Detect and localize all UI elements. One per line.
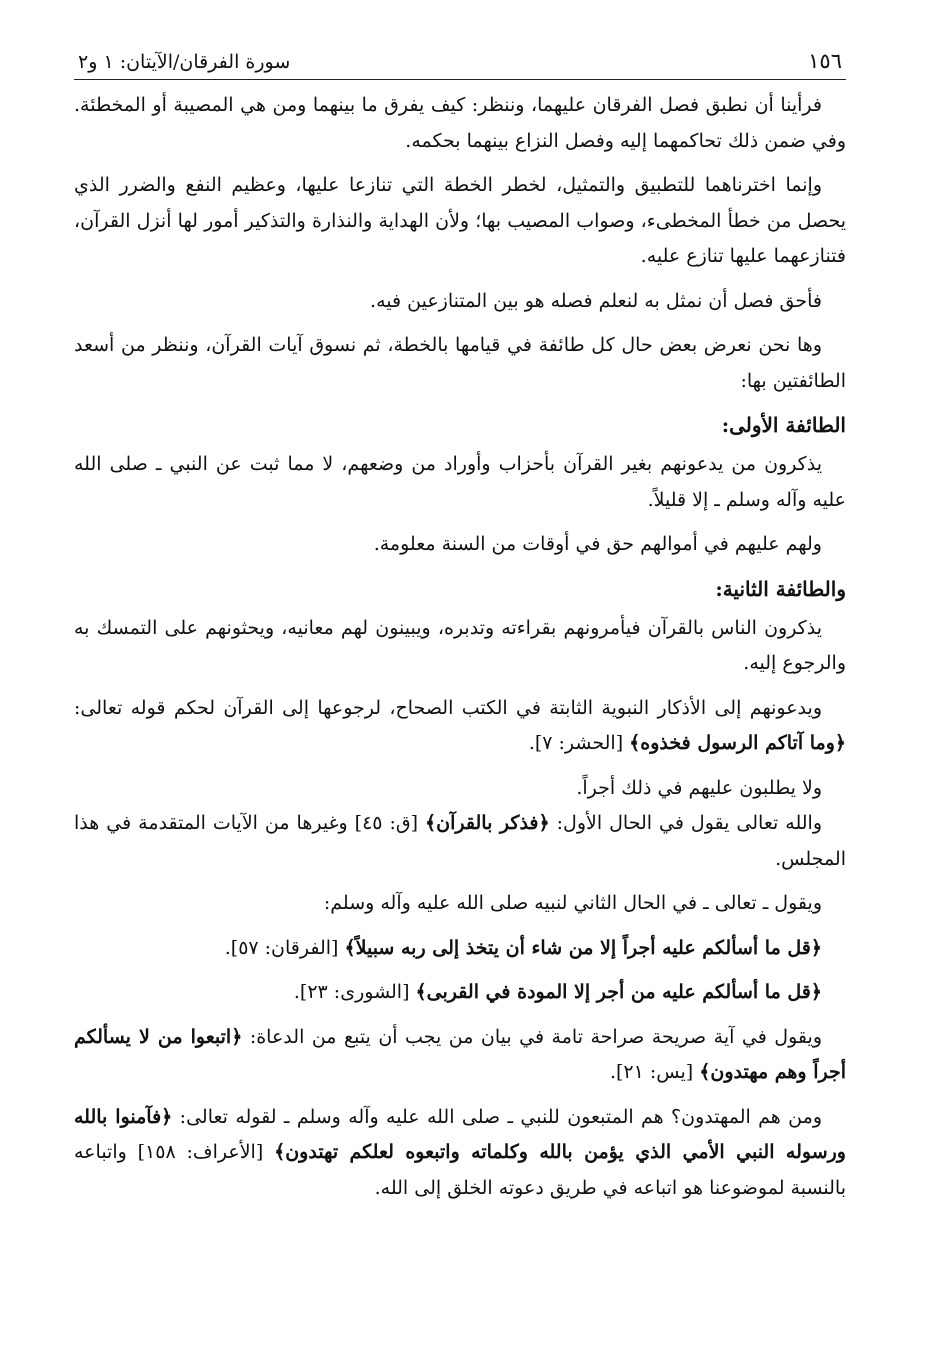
paragraph-text: ويقول في آية صريحة صراحة تامة في بيان من يجب أن يتبع من الدعاة: [242, 1025, 822, 1048]
paragraph-text: والله تعالى يقول في الحال الأول: [549, 812, 822, 834]
verse-reference: [يس: ٢١]. [609, 1061, 700, 1083]
verse-reference: [الشورى: ٢٣]. [293, 981, 416, 1003]
paragraph-text: [الأعراف: ١٥٨] واتباعه بالنسبة لموضوعنا هو اتباعه في طريق دعوته الخلق إلى الله. [74, 1141, 846, 1199]
verse-reference: [الحشر: ٧]. [528, 732, 630, 754]
page-body [74, 88, 846, 1206]
verse-reference: [الفرقان: ٥٧]. [224, 936, 345, 959]
section-heading-second-group: والطائفة الثانية: [715, 576, 846, 601]
paragraph-with-verse [74, 1100, 846, 1207]
paragraph: وها نحن نعرض بعض حال كل طائفة في قيامها بالخطة، ثم نسوق آيات القرآن، وننظر من أسعد الطائفتين بها: [74, 334, 846, 392]
paragraph-text: ومن هم المهتدون؟ هم المتبعون للنبي ـ صلى الله عليه وآله وسلم ـ لقوله تعالى: [172, 1105, 823, 1128]
paragraph: يذكرون من يدعونهم بغير القرآن بأحزاب وأوراد من وضعهم، لا مما ثبت عن النبي ـ صلى الله عليه وآله وسلم ـ إلا قليلاً. [74, 453, 846, 511]
quran-verse: ﴿قل ما أسألكم عليه من أجر إلا المودة في القربى﴾ [415, 981, 822, 1003]
running-title: سورة الفرقان/الآيتان: ١ و٢ [78, 51, 291, 73]
quoted-verse [74, 931, 846, 967]
paragraph-with-verse [74, 1020, 846, 1091]
section-heading-first-group: الطائفة الأولى: [721, 413, 846, 437]
book-page [74, 40, 846, 1340]
page-number: ١٥٦ [808, 49, 842, 73]
paragraph: ولهم عليهم في أموالهم حق في أوقات من السنة معلومة. [373, 533, 822, 555]
paragraph: فأحق فصل أن نمثل به لنعلم فصله هو بين المتنازعين فيه. [370, 289, 822, 312]
quran-verse: ﴿قل ما أسألكم عليه أجراً إلا من شاء أن يتخذ إلى ربه سبيلاً﴾ [344, 936, 822, 959]
paragraph: فرأينا أن نطبق فصل الفرقان عليهما، وننظر: كيف يفرق ما بينهما ومن هي المصيبة أو المخطئة. وفي ضمن ذلك تحاكمهما إليه وفصل النزاع بينهما بحكمه. [74, 94, 846, 152]
paragraph: يذكرون الناس بالقرآن فيأمرونهم بقراءته وتدبره، ويبينون لهم معانيه، ويحثونهم على التمسك به والرجوع إليه. [74, 616, 846, 674]
quoted-verse [74, 975, 846, 1011]
quran-verse: ﴿اتبعوا من لا يسألكم أجراً وهم مهتدون﴾ [74, 1025, 846, 1083]
paragraph: وإنما اخترناهما للتطبيق والتمثيل، لخطر الخطة التي تنازعا عليها، وعظيم النفع والضرر الذي يحصل من خطأ المخطىء، وصواب المصيب بها؛ ولأن الهداية والنذارة والتذكير أمور لها أنزل القرآن، فتنازعهما عليها تنازع عليه. [74, 174, 846, 267]
paragraph-with-verse [74, 691, 846, 762]
quran-verse: ﴿فذكر بالقرآن﴾ [425, 812, 550, 834]
paragraph: ولا يطلبون عليهم في ذلك أجراً. [576, 776, 822, 799]
quran-verse: ﴿وما آتاكم الرسول فخذوه﴾ [629, 732, 846, 754]
page-header [74, 40, 846, 80]
paragraph-with-verse [74, 806, 846, 877]
paragraph: ويقول ـ تعالى ـ في الحال الثاني لنبيه صلى الله عليه وآله وسلم: [323, 892, 822, 914]
paragraph-text: ويدعونهم إلى الأذكار النبوية الثابتة في الكتب الصحاح، لرجوعها إلى القرآن لحكم قوله تعالى: [74, 696, 822, 719]
quran-verse: ﴿فآمنوا بالله ورسوله النبي الأمي الذي يؤمن بالله وكلماته واتبعوه لعلكم تهتدون﴾ [74, 1105, 846, 1163]
paragraph-text: [ق: ٤٥] وغيرها من الآيات المتقدمة في هذا المجلس. [74, 812, 846, 870]
